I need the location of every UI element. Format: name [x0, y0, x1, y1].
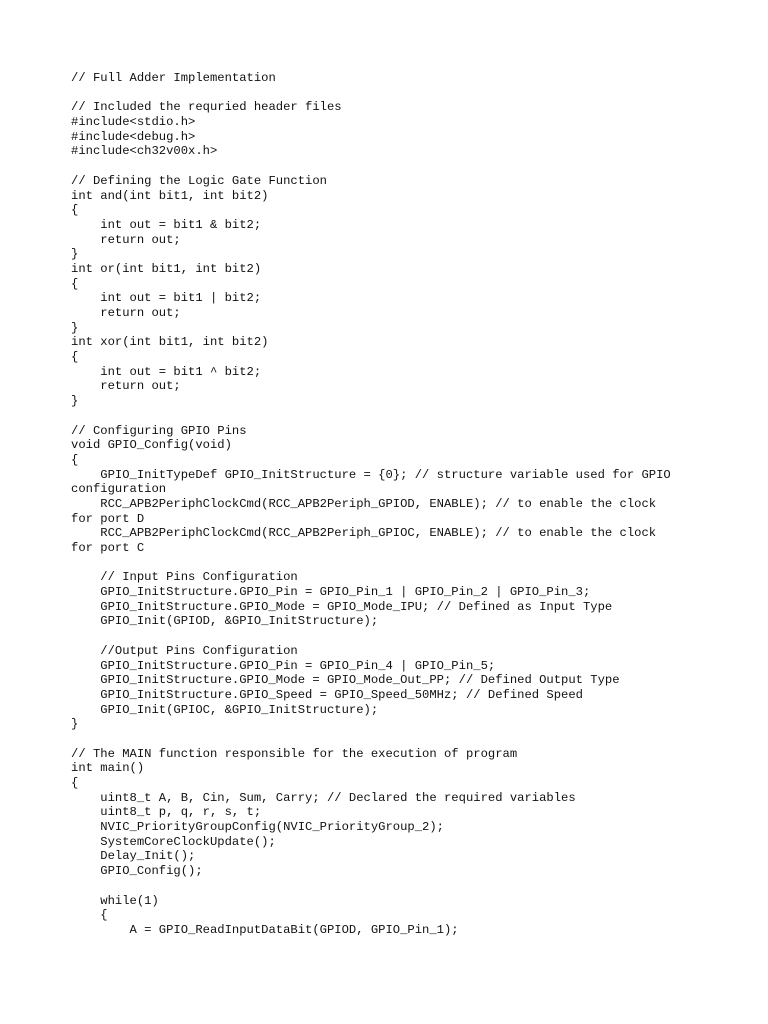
- code-line: }: [71, 394, 79, 409]
- code-line: [71, 556, 711, 571]
- code-line: {: [71, 276, 79, 291]
- code-line: }: [71, 717, 79, 732]
- code-line: [71, 86, 711, 101]
- code-line: RCC_APB2PeriphClockCmd(RCC_APB2Periph_GPIOD, ENABLE); // to enable the clock: [71, 496, 657, 511]
- code-line: [71, 409, 711, 424]
- code-line: GPIO_InitStructure.GPIO_Pin = GPIO_Pin_1 | GPIO_Pin_2 | GPIO_Pin_3;: [71, 585, 591, 600]
- code-listing: [71, 71, 711, 938]
- code-line: int or(int bit1, int bit2): [71, 261, 262, 276]
- code-line: {: [71, 203, 79, 218]
- code-line: int out = bit1 ^ bit2;: [71, 364, 262, 379]
- code-line: [71, 732, 711, 747]
- code-line: Delay_Init();: [71, 849, 196, 864]
- code-line: //Output Pins Configuration: [71, 643, 298, 658]
- code-line: return out;: [71, 379, 181, 394]
- code-line: // The MAIN function responsible for the execution of program: [71, 746, 518, 761]
- code-line: // Configuring GPIO Pins: [71, 423, 247, 438]
- code-line: // Defining the Logic Gate Function: [71, 173, 327, 188]
- code-line: for port D: [71, 511, 145, 526]
- code-line: while(1): [71, 893, 159, 908]
- code-line: NVIC_PriorityGroupConfig(NVIC_PriorityGroup_2);: [71, 820, 444, 835]
- code-line: uint8_t A, B, Cin, Sum, Carry; // Declared the required variables: [71, 790, 576, 805]
- code-line: [71, 629, 711, 644]
- code-line: A = GPIO_ReadInputDataBit(GPIOD, GPIO_Pin_1);: [71, 922, 459, 937]
- code-line: RCC_APB2PeriphClockCmd(RCC_APB2Periph_GPIOC, ENABLE); // to enable the clock: [71, 526, 657, 541]
- code-line: {: [71, 452, 79, 467]
- code-line: GPIO_Init(GPIOC, &GPIO_InitStructure);: [71, 702, 379, 717]
- code-line: uint8_t p, q, r, s, t;: [71, 805, 262, 820]
- code-line: GPIO_InitTypeDef GPIO_InitStructure = {0}; // structure variable used for GPIO: [71, 467, 671, 482]
- code-line: // Full Adder Implementation: [71, 71, 276, 85]
- code-line: {: [71, 908, 108, 923]
- code-line: return out;: [71, 232, 181, 247]
- code-line: }: [71, 320, 79, 335]
- code-line: int out = bit1 | bit2;: [71, 291, 262, 306]
- code-line: GPIO_InitStructure.GPIO_Mode = GPIO_Mode_IPU; // Defined as Input Type: [71, 599, 613, 614]
- code-line: int xor(int bit1, int bit2): [71, 335, 269, 350]
- code-line: GPIO_Init(GPIOD, &GPIO_InitStructure);: [71, 614, 379, 629]
- code-line: return out;: [71, 306, 181, 320]
- code-line: // Included the requried header files: [71, 100, 342, 115]
- code-line: {: [71, 776, 79, 790]
- code-line: #include<stdio.h>: [71, 115, 196, 130]
- code-line: GPIO_Config();: [71, 864, 203, 879]
- code-line: SystemCoreClockUpdate();: [71, 834, 276, 849]
- code-line: }: [71, 247, 79, 262]
- code-line: GPIO_InitStructure.GPIO_Speed = GPIO_Speed_50MHz; // Defined Speed: [71, 687, 583, 702]
- code-line: int main(): [71, 761, 145, 776]
- code-line: #include<debug.h>: [71, 129, 196, 144]
- code-line: [71, 879, 711, 894]
- code-line: [71, 159, 711, 174]
- code-line: int and(int bit1, int bit2): [71, 188, 269, 203]
- code-line: int out = bit1 & bit2;: [71, 217, 262, 232]
- code-line: #include<ch32v00x.h>: [71, 144, 218, 159]
- code-line: void GPIO_Config(void): [71, 438, 232, 453]
- code-line: GPIO_InitStructure.GPIO_Mode = GPIO_Mode_Out_PP; // Defined Output Type: [71, 673, 620, 688]
- code-line: configuration: [71, 482, 167, 497]
- code-line: // Input Pins Configuration: [71, 570, 298, 585]
- code-line: {: [71, 350, 79, 365]
- code-line: for port C: [71, 541, 145, 555]
- code-line: GPIO_InitStructure.GPIO_Pin = GPIO_Pin_4 | GPIO_Pin_5;: [71, 658, 496, 673]
